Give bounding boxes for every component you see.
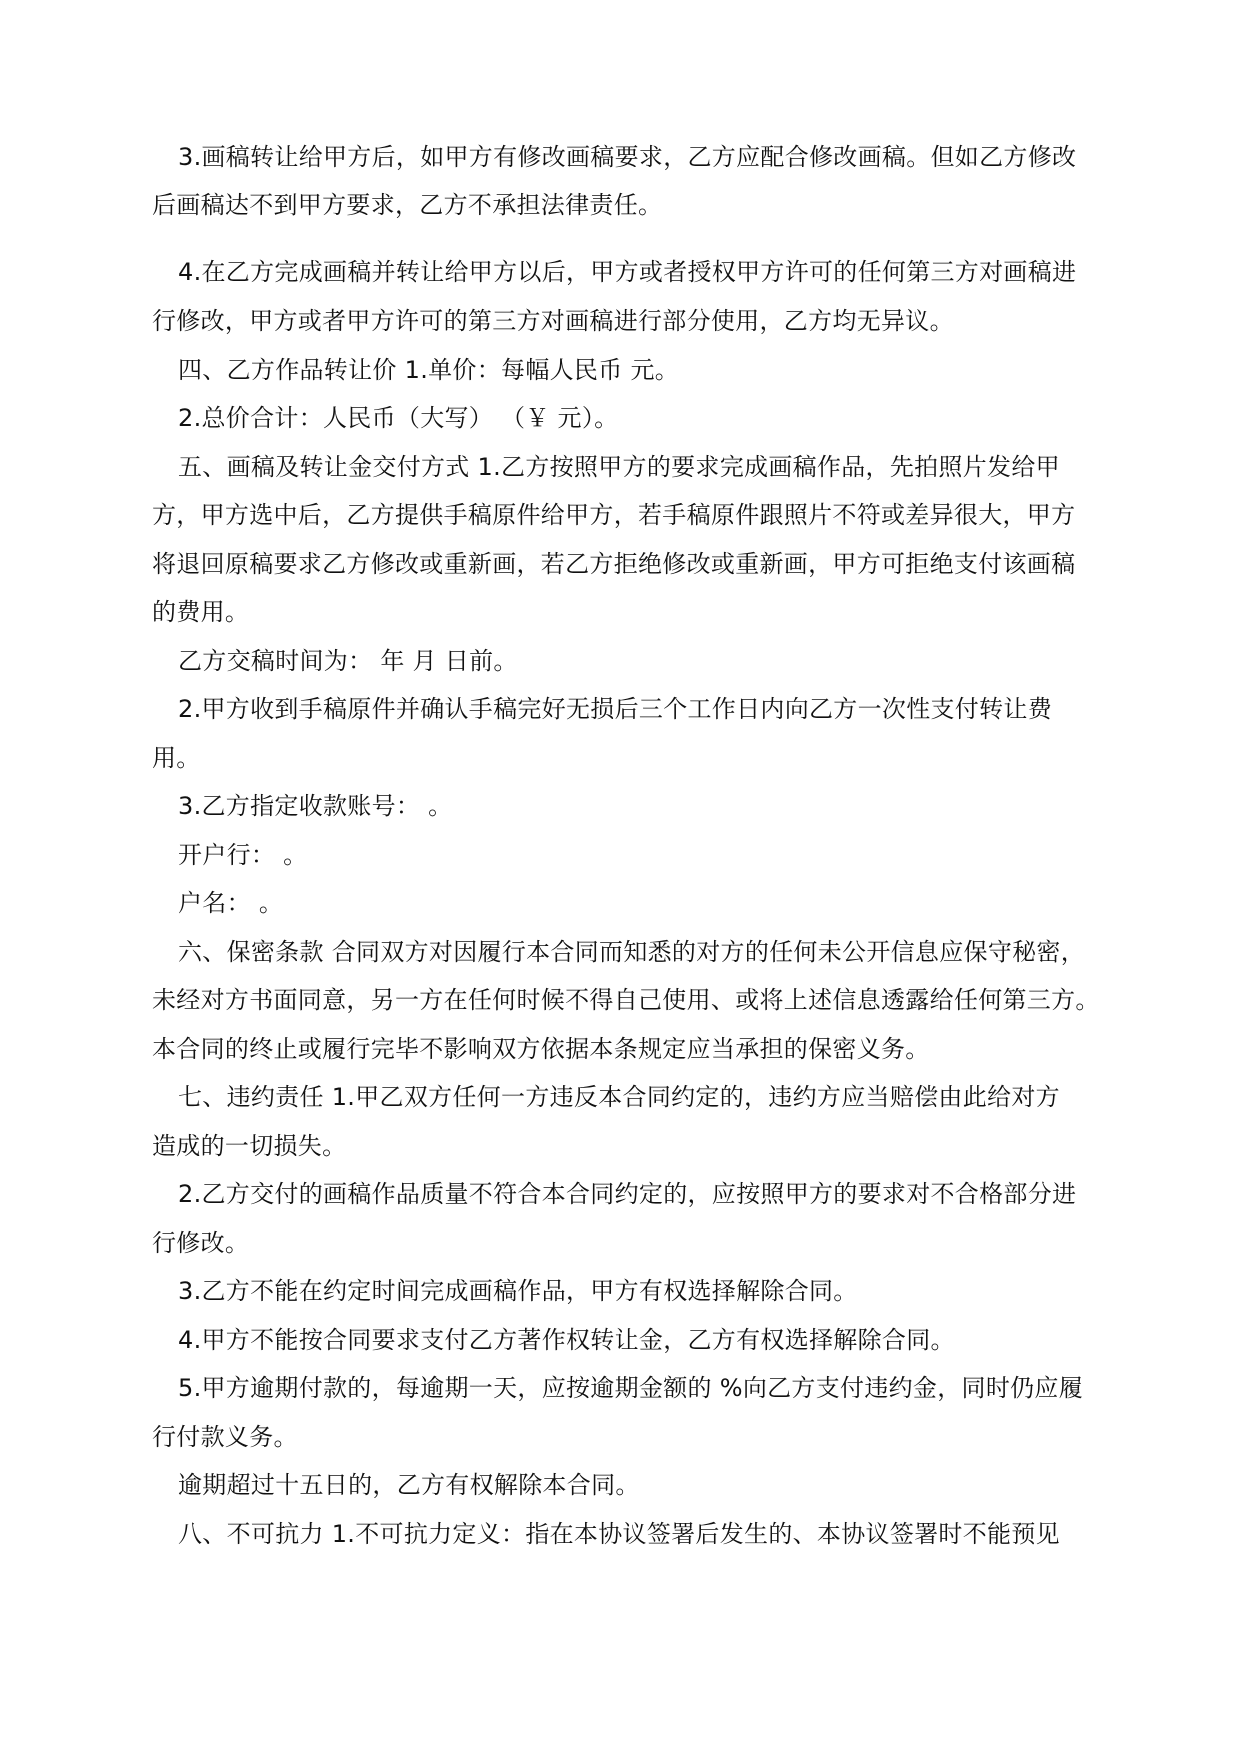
text-line: 乙方交稿时间为： 年 月 日前。 — [178, 647, 518, 675]
text-line: 七、违约责任 1.甲乙双方任何一方违反本合同约定的，违约方应当赔偿由此给对方 — [178, 1083, 1060, 1111]
text-line: 的费用。 — [152, 598, 250, 626]
text-line: 行修改，甲方或者甲方许可的第三方对画稿进行部分使用，乙方均无异议。 — [152, 307, 954, 335]
text-line: 五、画稿及转让金交付方式 1.乙方按照甲方的要求完成画稿作品，先拍照片发给甲 — [178, 453, 1060, 481]
text-line: 4.在乙方完成画稿并转让给甲方以后，甲方或者授权甲方许可的任何第三方对画稿进 — [178, 258, 1077, 286]
text-line: 2.乙方交付的画稿作品质量不符合本合同约定的，应按照甲方的要求对不合格部分进 — [178, 1180, 1077, 1208]
text-line: 2.甲方收到手稿原件并确认手稿完好无损后三个工作日内向乙方一次性支付转让费 — [178, 695, 1052, 723]
text-line: 方，甲方选中后，乙方提供手稿原件给甲方，若手稿原件跟照片不符或差异很大，甲方 — [152, 501, 1076, 529]
text-line: 3.乙方指定收款账号： 。 — [178, 792, 453, 820]
text-line: 八、不可抗力 1.不可抗力定义：指在本协议签署后发生的、本协议签署时不能预见 — [178, 1520, 1060, 1548]
text-line: 后画稿达不到甲方要求，乙方不承担法律责任。 — [152, 191, 663, 219]
text-line: 用。 — [152, 744, 201, 772]
text-line: 造成的一切损失。 — [152, 1132, 347, 1160]
text-line: 六、保密条款 合同双方对因履行本合同而知悉的对方的任何未公开信息应保守秘密， — [178, 938, 1086, 966]
text-line: 2.总价合计：人民币（大写） （￥ 元）。 — [178, 404, 619, 432]
text-line: 将退回原稿要求乙方修改或重新画，若乙方拒绝修改或重新画，甲方可拒绝支付该画稿 — [152, 550, 1076, 578]
text-line: 本合同的终止或履行完毕不影响双方依据本条规定应当承担的保密义务。 — [152, 1035, 930, 1063]
text-line: 逾期超过十五日的，乙方有权解除本合同。 — [178, 1471, 640, 1499]
text-line: 4.甲方不能按合同要求支付乙方著作权转让金，乙方有权选择解除合同。 — [178, 1326, 955, 1354]
text-line: 3.画稿转让给甲方后，如甲方有修改画稿要求，乙方应配合修改画稿。但如乙方修改 — [178, 143, 1077, 171]
text-line: 行修改。 — [152, 1229, 250, 1257]
text-line: 3.乙方不能在约定时间完成画稿作品，甲方有权选择解除合同。 — [178, 1277, 858, 1305]
text-line: 行付款义务。 — [152, 1423, 298, 1451]
text-line: 开户行： 。 — [178, 841, 308, 869]
text-line: 未经对方书面同意，另一方在任何时候不得自己使用、或将上述信息透露给任何第三方。 — [152, 986, 1100, 1014]
text-line: 5.甲方逾期付款的，每逾期一天，应按逾期金额的 %向乙方支付违约金，同时仍应履 — [178, 1374, 1084, 1402]
text-line: 四、乙方作品转让价 1.单价：每幅人民币 元。 — [178, 356, 680, 384]
text-line: 户名： 。 — [178, 889, 284, 917]
